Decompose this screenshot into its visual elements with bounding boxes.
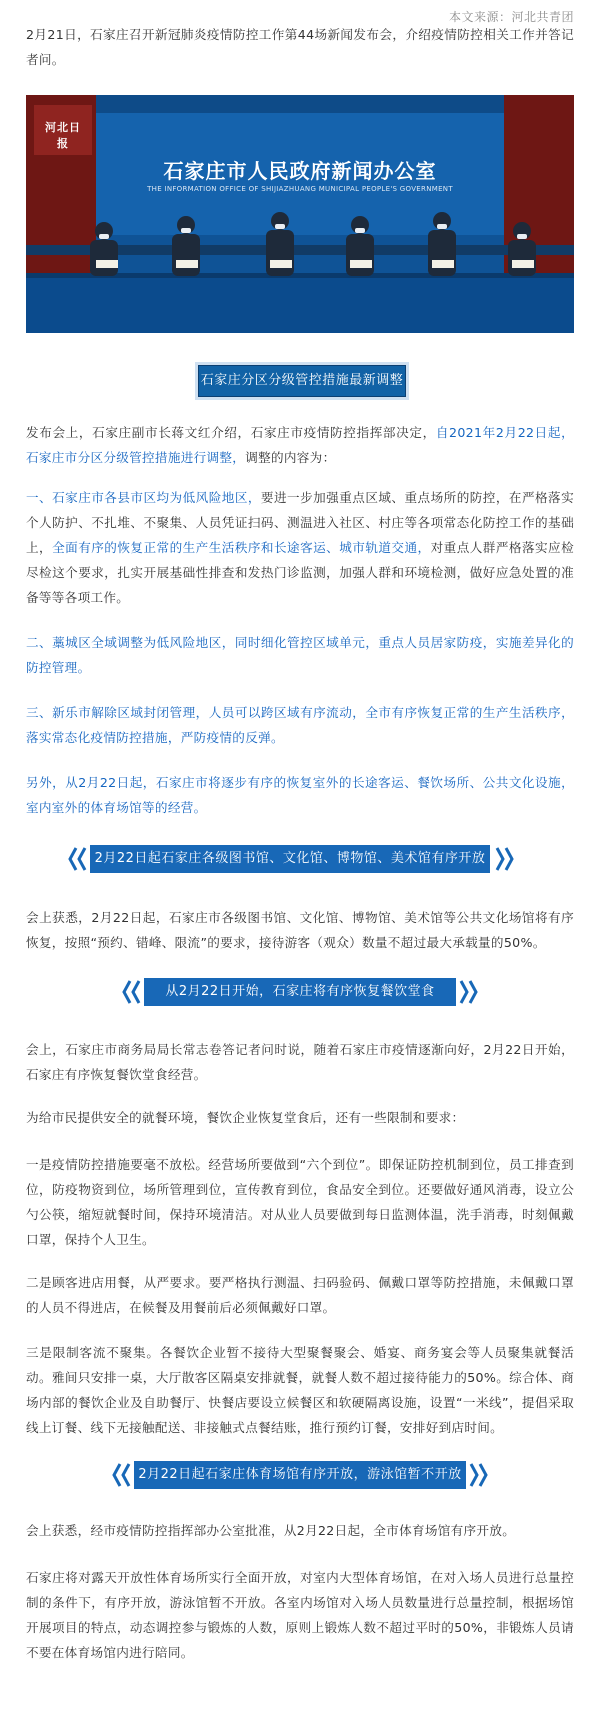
paragraph: 石家庄将对露天开放性体育场所实行全面开放，对室内大型体育场馆，在对入场人员进行总量控制的条件下，有序开放，游泳馆暂不开放。各室内场馆对入场人员数量进行总量控制，根据场馆开展项目的特点，动态调控参与锻炼的人数，原则上锻炼人数不超过平时的50%，非锻炼人员请不要在体育场馆内进行陪同。 [26, 1570, 574, 1660]
highlight-paragraph: 三、新乐市解除区域封闭管理，人员可以跨区域有序流动，全市有序恢复正常的生产生活秩序，落实常态化疫情防控措施，严防疫情的反弹。 [26, 705, 574, 745]
press-conference-photo [26, 95, 574, 333]
press-conference-scene [26, 95, 574, 333]
newspaper-logo: 河北日报 [45, 121, 81, 150]
highlight-text: 一、石家庄市各县市区均为低风险地区， [26, 490, 261, 505]
chevron-left-icon [120, 978, 142, 1006]
section-banner-dining: 从2月22日开始，石家庄将有序恢复餐饮堂食 [144, 978, 456, 1006]
section-heading-zoning: 石家庄分区分级管控措施最新调整 [198, 365, 406, 397]
office-name-cn: 石家庄市人民政府新闻办公室 [163, 159, 437, 183]
paragraph [26, 485, 574, 610]
paragraph-text: 发布会上，石家庄副市长蒋文红介绍，石家庄市疫情防控指挥部决定， [26, 425, 436, 440]
highlight-paragraph: 二、藁城区全域调整为低风险地区，同时细化管控区域单元，重点人员居家防疫，实施差异化的防控管理。 [26, 635, 574, 675]
paragraph-text: 调整的内容为： [245, 450, 336, 465]
chevron-left-icon [110, 1461, 132, 1489]
chevron-right-icon [458, 978, 480, 1006]
chevron-right-icon [494, 845, 516, 873]
paragraph: 为给市民提供安全的就餐环境，餐饮企业恢复堂食后，还有一些限制和要求： [26, 1110, 465, 1125]
section-banner-sports: 2月22日起石家庄体育场馆有序开放，游泳馆暂不开放 [134, 1461, 466, 1489]
paragraph-text: 对重点人群严格落实应检尽检这个要求，扎实开展基础性排查和发热门诊监测，加强人群和环境检测，做好应急处置的准备等等各项工作。 [26, 540, 574, 605]
paragraph: 会上获悉，经市疫情防控指挥部办公室批准，从2月22日起，全市体育场馆有序开放。 [26, 1523, 516, 1538]
intro-paragraph: 2月21日，石家庄召开新冠肺炎疫情防控工作第44场新闻发布会，介绍疫情防控相关工作并答记者问。 [26, 27, 574, 67]
chevron-left-icon [66, 845, 88, 873]
highlight-text: 全面有序的恢复正常的生产生活秩序和长途客运、城市轨道交通， [52, 540, 431, 555]
office-name-en: THE INFORMATION OFFICE OF SHIJIAZHUANG MUNICIPAL PEOPLE'S GOVERNMENT [147, 185, 453, 193]
paragraph: 三是限制客流不聚集。各餐饮企业暂不接待大型聚餐聚会、婚宴、商务宴会等人员聚集就餐活动。雅间只安排一桌，大厅散客区隔桌安排就餐，就餐人数不超过接待能力的50%。综合体、商场内部的餐饮企业及自助餐厅、快餐店要设立候餐区和软硬隔离设施，设置“一米线”，提倡采取线上订餐、线下无接触配送、非接触式点餐结账，推行预约订餐，安排好到店时间。 [26, 1345, 574, 1435]
chevron-right-icon [468, 1461, 490, 1489]
highlight-text: 自2021年2月22日起，石家庄市分区分级管控措施进行调整， [26, 425, 574, 465]
paragraph: 会上获悉，2月22日起，石家庄市各级图书馆、文化馆、博物馆、美术馆等公共文化场馆将有序恢复，按照“预约、错峰、限流”的要求，接待游客（观众）数量不超过最大承载量的50%。 [26, 910, 574, 950]
paragraph: 会上，石家庄市商务局局长常志卷答记者问时说，随着石家庄市疫情逐渐向好，2月22日开始，石家庄有序恢复餐饮堂食经营。 [26, 1042, 574, 1082]
highlight-paragraph: 另外，从2月22日起，石家庄市将逐步有序的恢复室外的长途客运、餐饮场所、公共文化设施，室内室外的体育场馆等的经营。 [26, 775, 574, 815]
paragraph [26, 420, 574, 470]
paragraph: 二是顾客进店用餐，从严要求。要严格执行测温、扫码验码、佩戴口罩等防控措施，未佩戴口罩的人员不得进店，在候餐及用餐前后必须佩戴好口罩。 [26, 1275, 574, 1315]
section-banner-libraries: 2月22日起石家庄各级图书馆、文化馆、博物馆、美术馆有序开放 [90, 845, 490, 873]
paragraph: 一是疫情防控措施要毫不放松。经营场所要做到“六个到位”。即保证防控机制到位，员工排查到位，防疫物资到位，场所管理到位，宣传教育到位，食品安全到位。还要做好通风消毒，设立公勺公筷，缩短就餐时间，保持环境清洁。对从业人员要做到每日监测体温，洗手消毒，时刻佩戴口罩，保持个人卫生。 [26, 1157, 574, 1247]
article-source: 本文来源：河北共青团 [448, 10, 574, 24]
paragraph-text: 要进一步加强重点区域、重点场所的防控，在严格落实个人防护、不扎堆、不聚集、人员凭证扫码、测温进入社区、村庄等各项常态化防控工作的基础上， [26, 490, 574, 555]
